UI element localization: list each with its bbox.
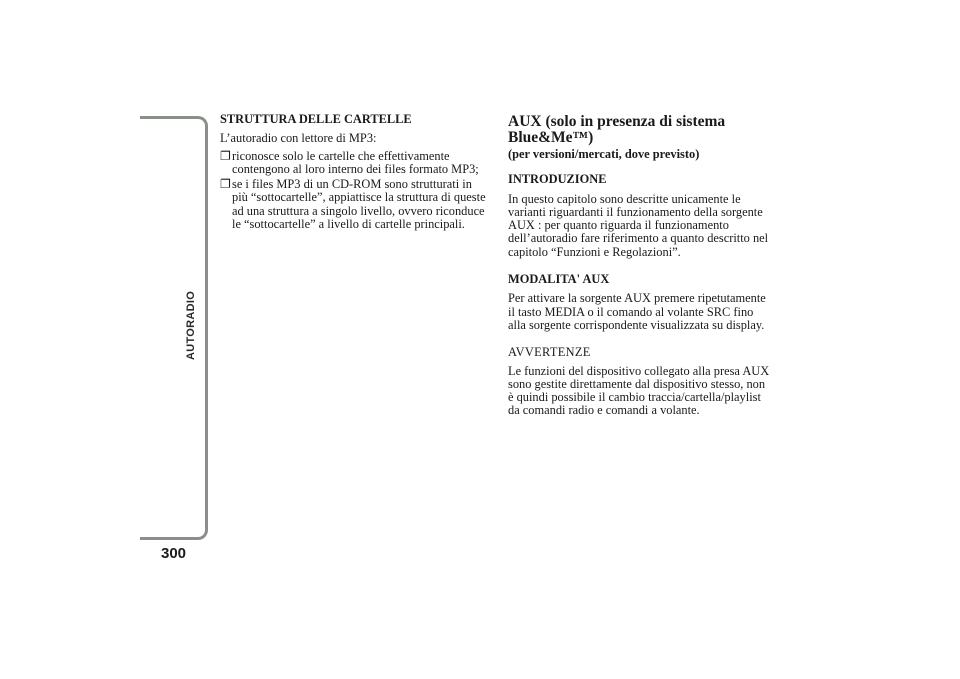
list-item: [220, 178, 490, 231]
list-item-text: se i files MP3 di un CD-ROM sono strutturati in più “sottocartelle”, appiattisce la struttura di queste ad una struttura a singolo livello, ovvero riconduce le “sottocartelle” a livello di cartelle principali.: [232, 177, 486, 232]
notice-text: Le funzioni del dispositivo collegato alla presa AUX sono gestite direttamente dal dispositivo stesso, non è quindi possibile il cambio traccia/cartella/playlist da comandi radio e comandi a volante.: [508, 363, 770, 418]
folder-structure-heading: STRUTTURA DELLE CARTELLE: [220, 112, 412, 126]
folder-structure-list: [220, 150, 490, 232]
aux-title: AUX (solo in presenza di sistema Blue&Me™): [508, 113, 726, 146]
list-item: [220, 150, 490, 177]
notice-heading: AVVERTENZE: [508, 345, 591, 360]
list-item-text: riconosce solo le cartelle che effettivamente contengono al loro interno dei files formato MP3;: [232, 148, 479, 176]
intro-section: [508, 173, 773, 259]
right-column: [508, 114, 773, 432]
intro-heading: INTRODUZIONE: [508, 172, 607, 187]
checkbox-bullet-icon: ❐: [220, 177, 231, 192]
aux-mode-heading: MODALITA' AUX: [508, 272, 610, 287]
aux-subtitle: (per versioni/mercati, dove previsto): [508, 147, 700, 161]
section-label: AUTORADIO: [185, 290, 197, 360]
left-column: [220, 113, 490, 233]
aux-mode-text: Per attivare la sorgente AUX premere ripetutamente il tasto MEDIA o il comando al volante SRC fino alla sorgente corrispondente visualizzata su display.: [508, 291, 766, 332]
aux-mode-section: [508, 273, 773, 332]
page-number: 300: [161, 545, 187, 562]
intro-text: In questo capitolo sono descritte unicamente le varianti riguardanti il funzionamento della sorgente AUX : per quanto riguarda il funzionamento dell’autoradio fare riferimento a quanto descritto nel capitolo “Funzioni e Regolazioni”.: [508, 191, 769, 259]
folder-structure-intro: L’autoradio con lettore di MP3:: [220, 131, 377, 146]
notice-section: [508, 346, 773, 417]
checkbox-bullet-icon: ❐: [220, 148, 231, 163]
page-side-frame: [140, 116, 208, 540]
